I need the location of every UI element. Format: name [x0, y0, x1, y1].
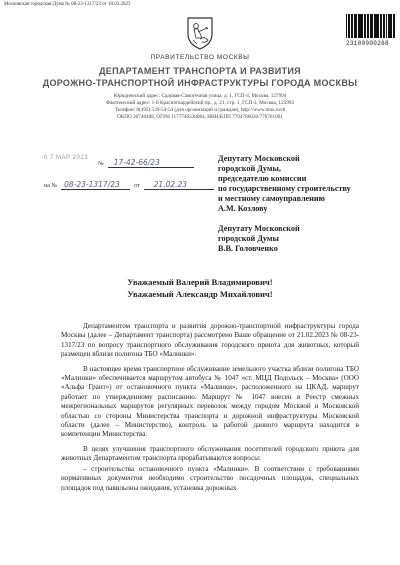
registration-codes: ОКПО 20740408, ОГРН 1177746538084, ИНН/КПП 7704786030/770701001 [117, 114, 283, 120]
greeting-1: Уважаемый Валерий Владимирович! [127, 277, 273, 287]
incoming-date-value: 21.02.23 [144, 180, 214, 190]
incoming-reference [44, 174, 214, 192]
barcode-bar [371, 14, 373, 38]
actual-address: Фактический адрес: 1-й Красногвардейский пр., д. 21, стр. 1, ГСП-3, Москва, 125993 [106, 100, 294, 106]
stamp-date: 0 7 МАР 2023 [44, 155, 89, 161]
legal-address: Юридический адрес: Садовая-Самотечная улица, д. 1, ГСП-4, Москва, 127994 [113, 93, 287, 99]
recipient-2-line: В.В. Головченко [218, 244, 278, 253]
recipient-1-line: по государственному строительству [218, 184, 351, 193]
moscow-coat-of-arms-icon [186, 14, 214, 50]
recipient-1-line: А.М. Козлову [218, 204, 268, 213]
barcode-bars [346, 14, 396, 38]
barcode-number: 23100000268 [346, 40, 389, 47]
greeting-2: Уважаемый Александр Михайлович! [127, 289, 273, 299]
recipient-1-line: и местному самоуправлению [218, 194, 325, 203]
list-item: – строительства остановочного пункта «Малинки». В соответствии с требованиями нормативных документов необходимо строительство посадочных площадок, специальных площадок под павильоны ожидания, установка дорожных [61, 464, 359, 492]
barcode-bar [394, 14, 395, 38]
department-title-line2: ДОРОЖНО-ТРАНСПОРТНОЙ ИНФРАСТРУКТУРЫ ГОРОДА МОСКВЫ [42, 78, 358, 88]
outgoing-number-value: 17-42-66/23 [108, 158, 194, 168]
letter-body [61, 322, 359, 498]
recipient-1-line: городской Думы, [218, 164, 281, 173]
document-barcode [346, 14, 396, 48]
barcode-bar [355, 14, 357, 38]
incoming-number-value: 08-23-1317/23 [61, 180, 130, 190]
paragraph: В целях улучшения транспортного обслуживания посетителей городского приюта для животных Департаментом транспорта прорабатываются вопросы: [61, 444, 359, 463]
paragraph: В настоящее время транспортное обслуживание земельного участка вблизи полигона ТБО «Малинки» обеспечивается маршрутом автобуса № 1047 «ст. МЦД Подольск – Москва» (ООО «Альфа Грант») от остановочного пункта «Малинки», расположенного на ЦКАД, маршрут работает по утвержденному расписанию. Маршрут № 1047 внесен в Реестр смежных межрегиональных маршрутов регулярных перевозок между городом Москвой и Московской областью со стороны Министерства транспорта и дорожной инфраструктуры Московской области (далее – Министерство), контроль за работой данного маршрута находится в компетенции Министерства. [61, 364, 359, 439]
recipient-2-line: городской Думы [218, 234, 279, 243]
registration-stamp-line: Московская городская Дума № 08-23-1317/23 от 10.03.2023 [4, 2, 131, 7]
recipient-block-2 [218, 224, 300, 254]
incoming-date-label: от [134, 183, 140, 189]
recipient-1-line: Депутату Московской [218, 154, 300, 163]
contact-phone: Телефон: 8(495) 539-54-54 (для организаций и граждан), http://www.mos.ru/dt [114, 107, 286, 113]
recipient-1-line: председателю комиссии [218, 174, 307, 183]
government-title: ПРАВИТЕЛЬСТВО МОСКВЫ [150, 54, 250, 61]
outgoing-number [98, 152, 194, 170]
paragraph: Департаментом транспорта и развития дорожно-транспортной инфраструктуры города Москвы (далее – Департамент транспорта) рассмотрено Ваше обращение от 21.02.2023 № 08-23-1317/23 по вопросу транспортного обслуживания городского приюта для животных, который размещен вблизи полигона ТБО «Малинки». [61, 322, 359, 359]
incoming-number-label: на № [44, 183, 58, 189]
recipient-block-1 [218, 154, 351, 214]
recipient-2-line: Депутату Московской [218, 224, 300, 233]
department-title-line1: ДЕПАРТАМЕНТ ТРАНСПОРТА И РАЗВИТИЯ [99, 66, 301, 76]
outgoing-number-label: № [98, 161, 104, 167]
